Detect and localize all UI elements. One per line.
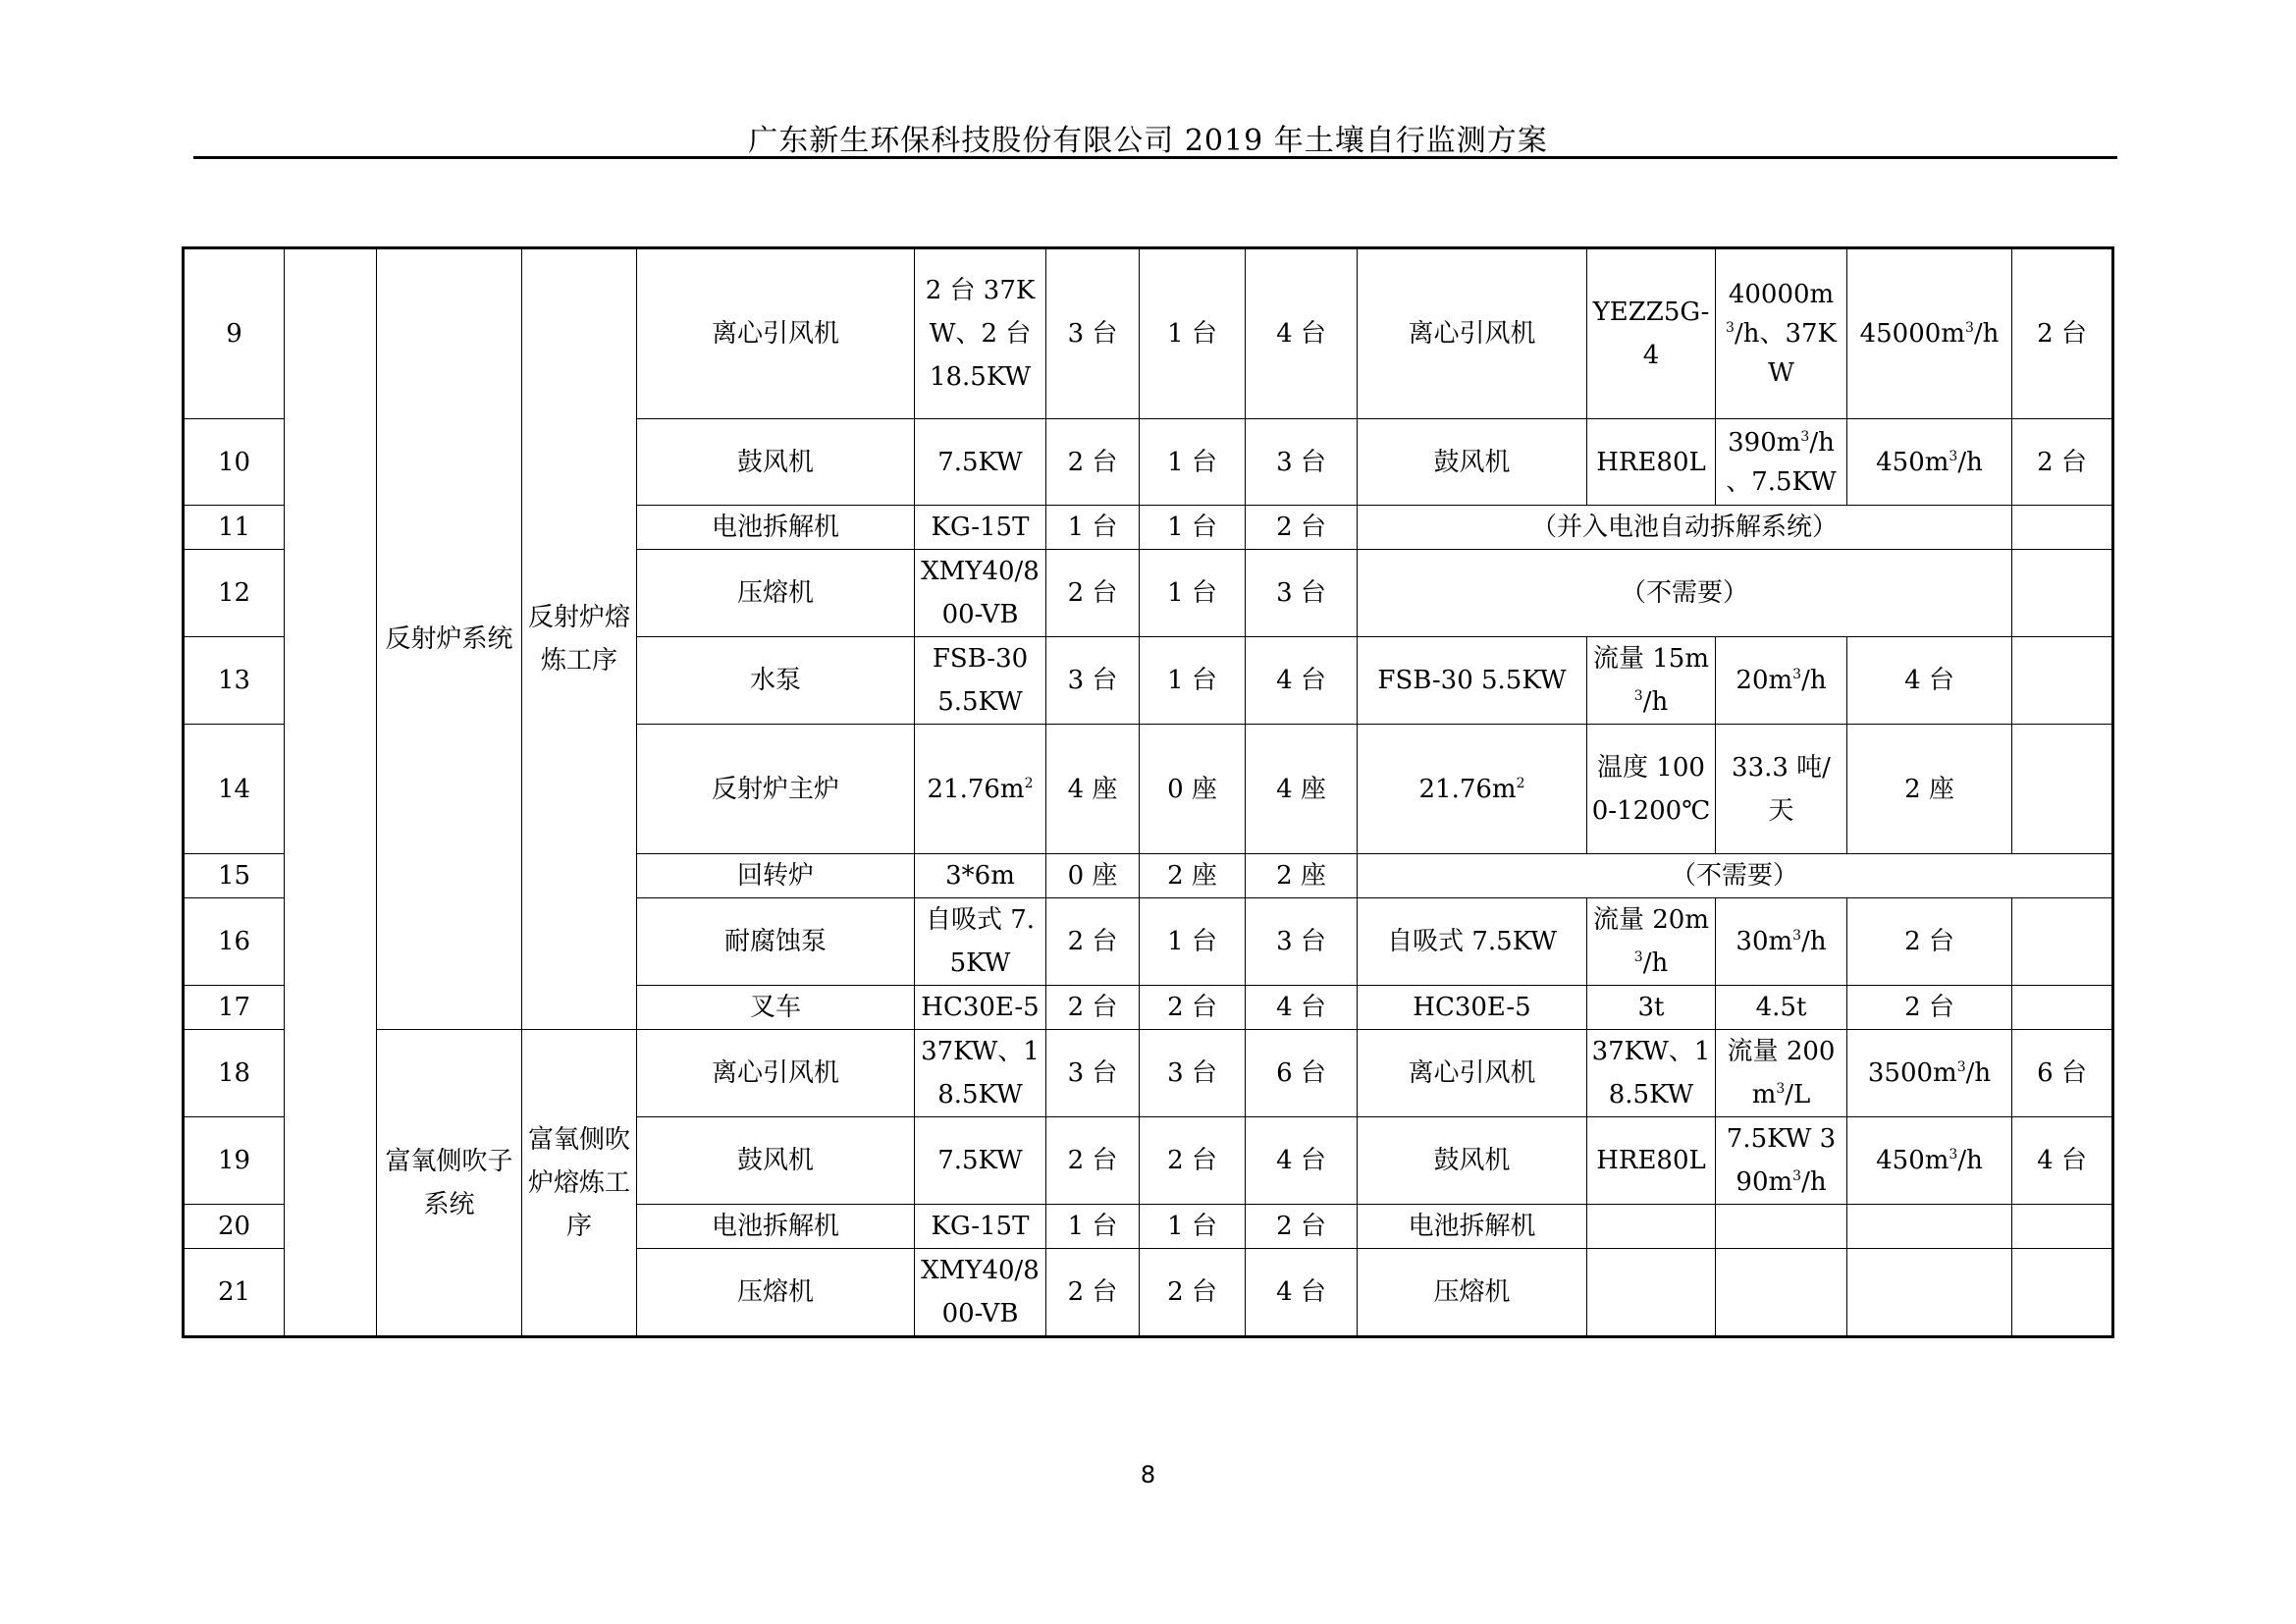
row-number: 10 bbox=[184, 419, 285, 506]
new-qty-cell bbox=[2012, 506, 2113, 550]
qty-cell: 3 台 bbox=[1246, 550, 1358, 637]
equipment-spec: XMY40/800-VB bbox=[915, 1249, 1046, 1337]
capacity-cell bbox=[1847, 1117, 2012, 1205]
empty-cell bbox=[1587, 1205, 1716, 1249]
capacity-value: 45000m bbox=[1859, 319, 1965, 349]
qty-cell: 2 台 bbox=[1046, 1249, 1140, 1337]
capacity-value: /h bbox=[1801, 927, 1827, 956]
capacity-value: /h bbox=[1965, 1058, 1992, 1088]
param-value: /h bbox=[1801, 1167, 1827, 1197]
param-value: 390m bbox=[1735, 1124, 1837, 1197]
row-number: 20 bbox=[184, 1205, 285, 1249]
not-needed-note-cell: （不需要） bbox=[1358, 550, 2012, 637]
new-qty-cell: 4 台 bbox=[1847, 637, 2012, 725]
qty-cell: 4 台 bbox=[1246, 1117, 1358, 1205]
new-qty-cell bbox=[2012, 550, 2113, 637]
qty-cell: 3 台 bbox=[1046, 637, 1140, 725]
qty-cell: 1 台 bbox=[1140, 550, 1246, 637]
merged-note-cell: （并入电池自动拆解系统） bbox=[1358, 506, 2012, 550]
capacity-value: 20m bbox=[1735, 666, 1793, 695]
param-label: 流量 bbox=[1592, 905, 1644, 935]
equipment-spec: 7.5KW bbox=[915, 419, 1046, 506]
equipment-name: 压熔机 bbox=[637, 1249, 915, 1337]
new-equipment-name bbox=[1358, 725, 1587, 854]
empty-cell bbox=[2012, 898, 2113, 986]
row-number: 18 bbox=[184, 1030, 285, 1117]
process-name-cell: 反射炉熔炼工序 bbox=[522, 248, 637, 1030]
equipment-name: 压熔机 bbox=[637, 550, 915, 637]
empty-cell bbox=[1847, 1249, 2012, 1337]
header-rule bbox=[193, 156, 2117, 159]
empty-cell bbox=[2012, 1205, 2113, 1249]
equipment-name: 电池拆解机 bbox=[637, 506, 915, 550]
new-equipment-name: 鼓风机 bbox=[1358, 1117, 1587, 1205]
param-cell bbox=[1716, 248, 1847, 419]
param-cell bbox=[1587, 637, 1716, 725]
row-number: 11 bbox=[184, 506, 285, 550]
qty-cell: 2 台 bbox=[1246, 506, 1358, 550]
capacity-value: 30m bbox=[1735, 927, 1793, 956]
param-value: 200m bbox=[1751, 1037, 1836, 1110]
qty-cell: 1 台 bbox=[1140, 1205, 1246, 1249]
qty-cell: 3 台 bbox=[1246, 419, 1358, 506]
superscript: 3 bbox=[1792, 928, 1802, 944]
qty-cell: 3 台 bbox=[1046, 248, 1140, 419]
superscript: 3 bbox=[1949, 448, 1958, 464]
row-number: 15 bbox=[184, 854, 285, 898]
capacity-value: /h bbox=[1801, 666, 1827, 695]
qty-cell: 4 台 bbox=[1246, 1249, 1358, 1337]
param-cell bbox=[1587, 898, 1716, 986]
param-label: 流量 bbox=[1727, 1037, 1779, 1066]
page-header-title: 广东新生环保科技股份有限公司 2019 年土壤自行监测方案 bbox=[748, 124, 1548, 158]
new-qty-cell: 2 台 bbox=[2012, 419, 2113, 506]
superscript: 3 bbox=[1633, 949, 1643, 965]
qty-cell: 0 座 bbox=[1140, 725, 1246, 854]
capacity-value: 3500m bbox=[1867, 1058, 1957, 1088]
superscript: 2 bbox=[1516, 775, 1525, 791]
qty-cell: 3 台 bbox=[1046, 1030, 1140, 1117]
qty-cell: 2 台 bbox=[1046, 986, 1140, 1030]
qty-cell: 2 台 bbox=[1246, 1205, 1358, 1249]
empty-cell bbox=[1716, 1249, 1847, 1337]
new-qty-cell: 2 台 bbox=[1847, 898, 2012, 986]
row-number: 13 bbox=[184, 637, 285, 725]
superscript: 2 bbox=[1024, 775, 1034, 791]
param-value: /h bbox=[1642, 687, 1669, 717]
new-equipment-name: HC30E-5 bbox=[1358, 986, 1587, 1030]
model-cell: 37KW、18.5KW bbox=[1587, 1030, 1716, 1117]
qty-cell: 1 台 bbox=[1140, 898, 1246, 986]
equipment-table bbox=[182, 246, 2114, 1338]
new-equipment-name: 压熔机 bbox=[1358, 1249, 1587, 1337]
equipment-name: 离心引风机 bbox=[637, 1030, 915, 1117]
capacity-cell bbox=[1847, 419, 2012, 506]
row-number: 12 bbox=[184, 550, 285, 637]
qty-cell: 1 台 bbox=[1046, 506, 1140, 550]
param-value: 20m bbox=[1652, 905, 1710, 935]
row-number: 14 bbox=[184, 725, 285, 854]
equipment-name: 鼓风机 bbox=[637, 1117, 915, 1205]
qty-cell: 4 座 bbox=[1046, 725, 1140, 854]
capacity-value: /h bbox=[1957, 447, 1983, 477]
new-equipment-name: FSB-30 5.5KW bbox=[1358, 637, 1587, 725]
superscript: 3 bbox=[1776, 1081, 1786, 1097]
equipment-name: 叉车 bbox=[637, 986, 915, 1030]
qty-cell: 4 座 bbox=[1246, 725, 1358, 854]
qty-cell: 3 台 bbox=[1140, 1030, 1246, 1117]
superscript: 3 bbox=[1792, 1168, 1802, 1184]
equipment-spec bbox=[915, 725, 1046, 854]
row-number: 21 bbox=[184, 1249, 285, 1337]
capacity-value: 450m bbox=[1876, 1146, 1949, 1175]
param-cell: 温度 1000-1200℃ bbox=[1587, 725, 1716, 854]
equipment-spec: KG-15T bbox=[915, 1205, 1046, 1249]
new-equipment-name: 电池拆解机 bbox=[1358, 1205, 1587, 1249]
empty-cell bbox=[1716, 1205, 1847, 1249]
equipment-spec: 7.5KW bbox=[915, 1117, 1046, 1205]
equipment-name: 回转炉 bbox=[637, 854, 915, 898]
model-cell: 3t bbox=[1587, 986, 1716, 1030]
capacity-value: /h bbox=[1973, 319, 2000, 349]
new-qty-cell: 2 台 bbox=[2012, 248, 2113, 419]
new-qty-cell: 4 台 bbox=[2012, 1117, 2113, 1205]
qty-cell: 2 台 bbox=[1046, 898, 1140, 986]
param-value: /h、37KW bbox=[1734, 319, 1837, 388]
new-qty-cell: 2 座 bbox=[1847, 725, 2012, 854]
system-name-cell: 富氧侧吹子系统 bbox=[377, 1030, 522, 1337]
capacity-cell: 33.3 吨/天 bbox=[1716, 725, 1847, 854]
empty-cell bbox=[1587, 1249, 1716, 1337]
qty-cell: 2 台 bbox=[1046, 1117, 1140, 1205]
new-qty-cell: 2 台 bbox=[1847, 986, 2012, 1030]
equipment-name: 反射炉主炉 bbox=[637, 725, 915, 854]
param-label: 7.5KW bbox=[1726, 1124, 1812, 1154]
equipment-name: 电池拆解机 bbox=[637, 1205, 915, 1249]
model-cell: HRE80L bbox=[1587, 419, 1716, 506]
qty-cell: 1 台 bbox=[1140, 506, 1246, 550]
empty-cell bbox=[2012, 637, 2113, 725]
empty-cell bbox=[1847, 1205, 2012, 1249]
equipment-name: 耐腐蚀泵 bbox=[637, 898, 915, 986]
param-value: 390m bbox=[1728, 427, 1801, 458]
new-spec-value: 21.76m bbox=[1418, 774, 1517, 804]
table-row bbox=[184, 248, 2113, 419]
row-number: 16 bbox=[184, 898, 285, 986]
system-name-cell: 反射炉系统 bbox=[377, 248, 522, 1030]
empty-cell bbox=[2012, 1249, 2113, 1337]
process-name-cell: 富氧侧吹炉熔炼工序 bbox=[522, 1030, 637, 1337]
equipment-spec: 自吸式 7.5KW bbox=[915, 898, 1046, 986]
spec-value: 21.76m bbox=[927, 774, 1025, 804]
row-number: 17 bbox=[184, 986, 285, 1030]
superscript: 3 bbox=[1949, 1147, 1958, 1163]
capacity-cell bbox=[1716, 637, 1847, 725]
new-equipment-name: 离心引风机 bbox=[1358, 1030, 1587, 1117]
param-cell bbox=[1716, 419, 1847, 506]
blank-column-cell bbox=[285, 248, 377, 1337]
new-equipment-name: 自吸式 7.5KW bbox=[1358, 898, 1587, 986]
qty-cell: 1 台 bbox=[1140, 248, 1246, 419]
equipment-name: 水泵 bbox=[637, 637, 915, 725]
qty-cell: 2 台 bbox=[1140, 986, 1246, 1030]
empty-cell bbox=[2012, 725, 2113, 854]
capacity-value: /h bbox=[1957, 1146, 1983, 1175]
superscript: 3 bbox=[1726, 320, 1735, 336]
qty-cell: 3 台 bbox=[1246, 898, 1358, 986]
capacity-cell bbox=[1716, 898, 1847, 986]
equipment-name: 鼓风机 bbox=[637, 419, 915, 506]
model-cell: YEZZ5G-4 bbox=[1587, 248, 1716, 419]
equipment-spec: 2 台 37KW、2 台 18.5KW bbox=[915, 248, 1046, 419]
row-number: 9 bbox=[184, 248, 285, 419]
new-qty-cell: 6 台 bbox=[2012, 1030, 2113, 1117]
param-value: 15m bbox=[1652, 644, 1710, 674]
param-cell bbox=[1716, 1030, 1847, 1117]
qty-cell: 1 台 bbox=[1140, 419, 1246, 506]
qty-cell: 2 座 bbox=[1246, 854, 1358, 898]
superscript: 3 bbox=[1792, 667, 1802, 682]
new-equipment-name: 离心引风机 bbox=[1358, 248, 1587, 419]
empty-cell bbox=[2012, 986, 2113, 1030]
equipment-name: 离心引风机 bbox=[637, 248, 915, 419]
superscript: 3 bbox=[1800, 428, 1810, 445]
param-cell bbox=[1716, 1117, 1847, 1205]
row-number: 19 bbox=[184, 1117, 285, 1205]
capacity-value: 450m bbox=[1876, 447, 1949, 477]
qty-cell: 4 台 bbox=[1246, 248, 1358, 419]
table-row bbox=[184, 1030, 2113, 1117]
param-value: /h bbox=[1642, 948, 1669, 978]
equipment-spec: FSB-30 5.5KW bbox=[915, 637, 1046, 725]
superscript: 3 bbox=[1633, 688, 1643, 704]
param-value: /L bbox=[1785, 1080, 1811, 1110]
capacity-cell bbox=[1847, 1030, 2012, 1117]
capacity-cell: 4.5t bbox=[1716, 986, 1847, 1030]
model-cell: HRE80L bbox=[1587, 1117, 1716, 1205]
qty-cell: 2 座 bbox=[1140, 854, 1246, 898]
qty-cell: 2 台 bbox=[1046, 550, 1140, 637]
qty-cell: 0 座 bbox=[1046, 854, 1140, 898]
qty-cell: 6 台 bbox=[1246, 1030, 1358, 1117]
equipment-spec: 3*6m bbox=[915, 854, 1046, 898]
qty-cell: 2 台 bbox=[1140, 1117, 1246, 1205]
qty-cell: 1 台 bbox=[1140, 637, 1246, 725]
superscript: 3 bbox=[1956, 1059, 1966, 1075]
page-number: 8 bbox=[1140, 1461, 1156, 1489]
new-equipment-name: 鼓风机 bbox=[1358, 419, 1587, 506]
param-label: 流量 bbox=[1592, 644, 1644, 674]
qty-cell: 2 台 bbox=[1140, 1249, 1246, 1337]
capacity-cell bbox=[1847, 248, 2012, 419]
qty-cell: 4 台 bbox=[1246, 986, 1358, 1030]
superscript: 3 bbox=[1964, 320, 1974, 336]
qty-cell: 2 台 bbox=[1046, 419, 1140, 506]
qty-cell: 4 台 bbox=[1246, 637, 1358, 725]
equipment-spec: HC30E-5 bbox=[915, 986, 1046, 1030]
param-value: /h 、7.5KW bbox=[1726, 427, 1837, 497]
param-value: 40000m bbox=[1728, 280, 1835, 309]
equipment-spec: XMY40/800-VB bbox=[915, 550, 1046, 637]
equipment-spec: KG-15T bbox=[915, 506, 1046, 550]
not-needed-note-cell: （不需要） bbox=[1358, 854, 2113, 898]
qty-cell: 1 台 bbox=[1046, 1205, 1140, 1249]
equipment-spec: 37KW、18.5KW bbox=[915, 1030, 1046, 1117]
